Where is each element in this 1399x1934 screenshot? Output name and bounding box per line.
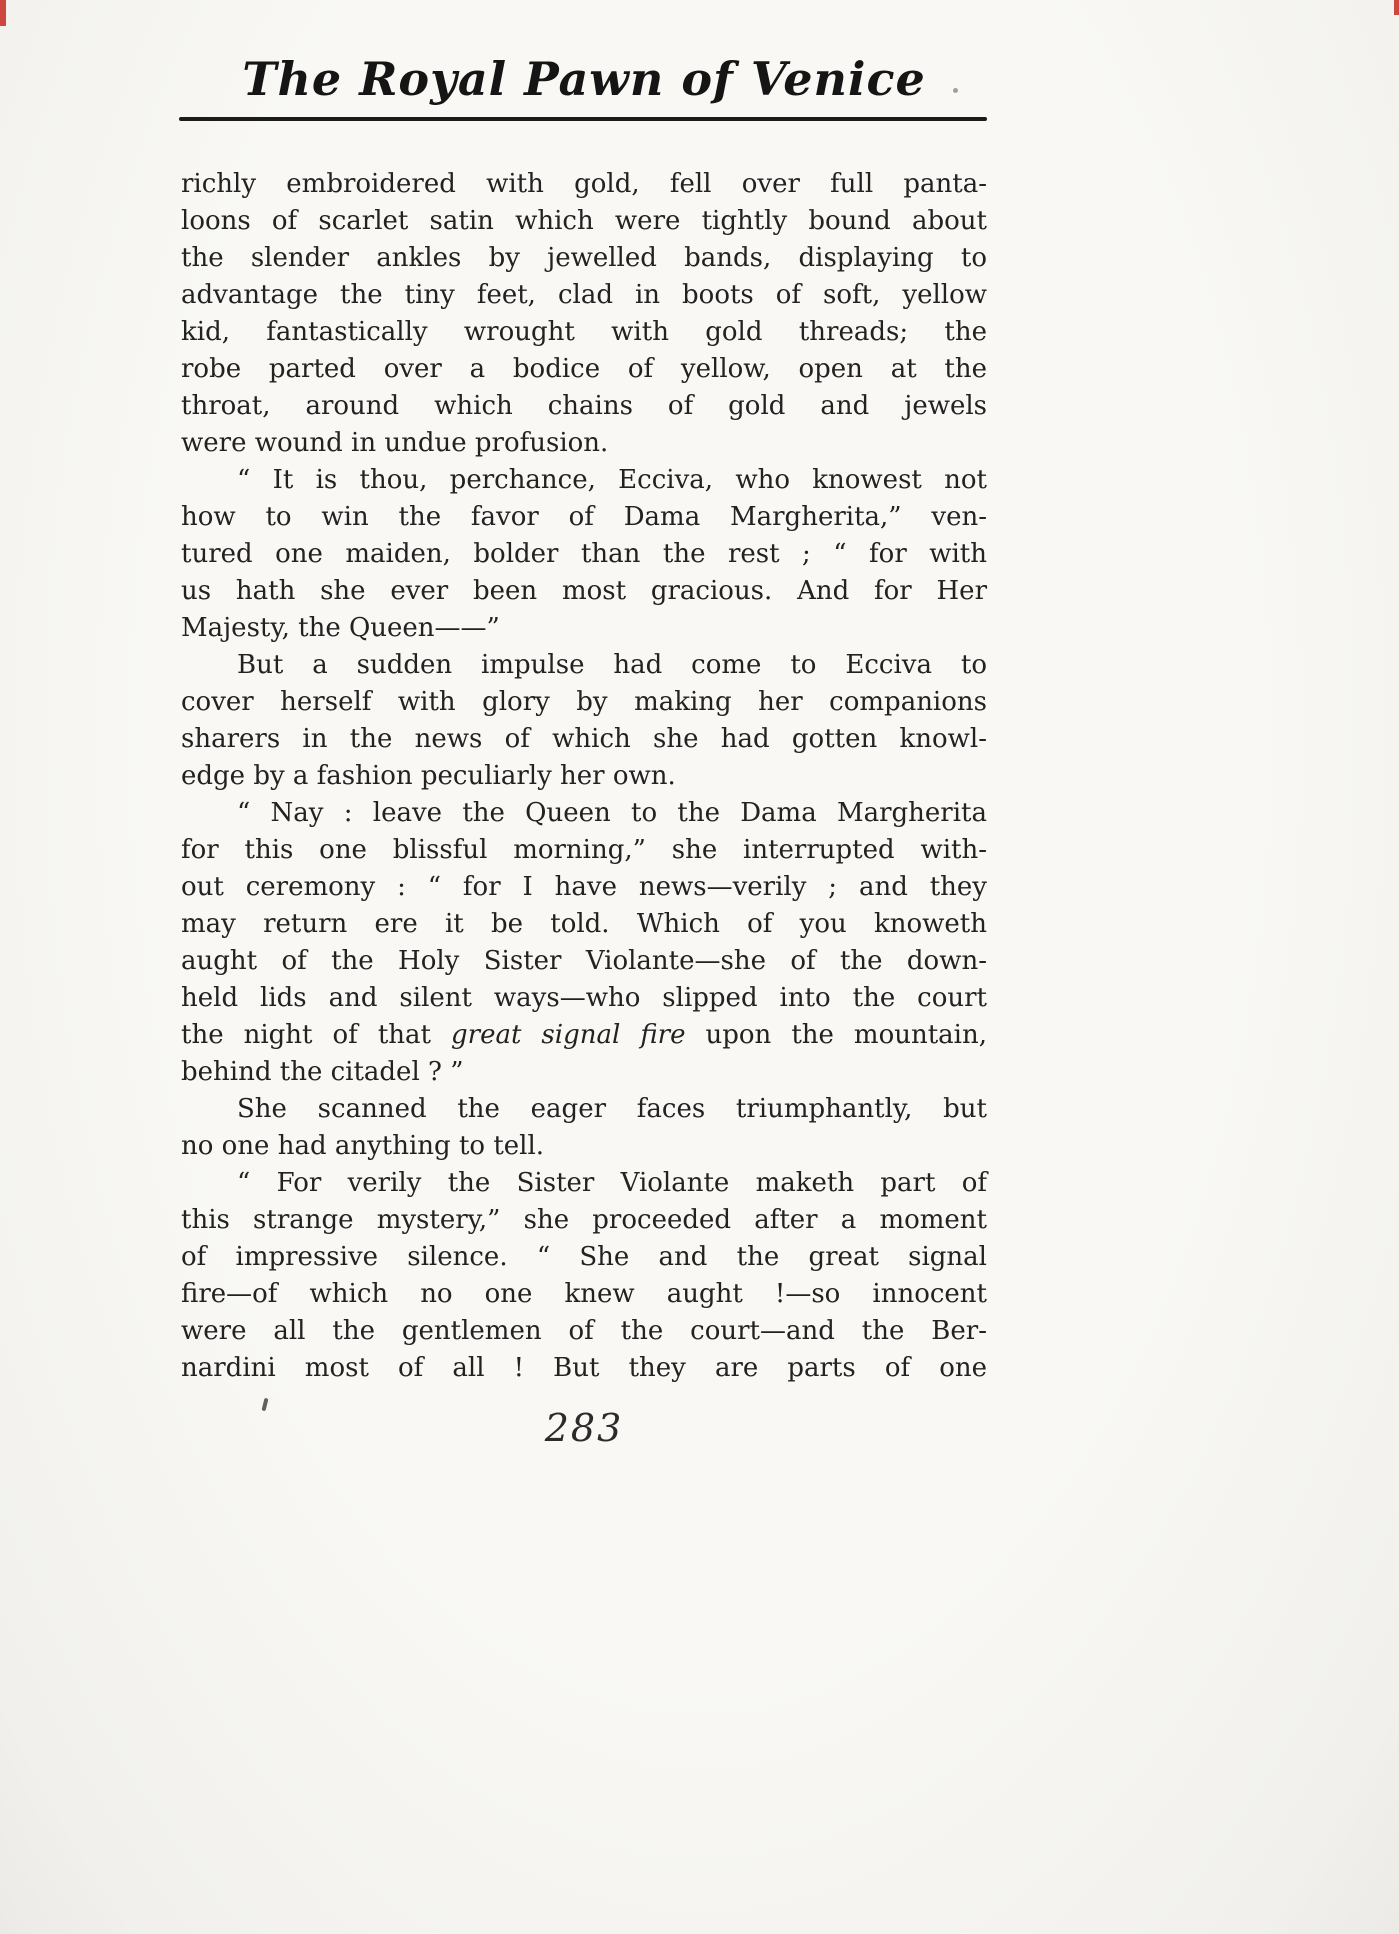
- book-title: The Royal Pawn of Venice: [242, 52, 926, 106]
- text-segment: out ceremony : “ for I have news—verily ; and they: [181, 872, 987, 902]
- text-line: [181, 240, 987, 277]
- text-segment: were wound in undue profusion.: [181, 428, 609, 458]
- text-line: [181, 1239, 987, 1276]
- page-number: 283: [544, 1406, 624, 1450]
- text-line: [181, 684, 987, 721]
- text-segment: loons of scarlet satin which were tightly bound about: [181, 206, 987, 236]
- text-segment: throat, around which chains of gold and jewels: [181, 391, 987, 421]
- text-segment: edge by a fashion peculiarly her own.: [181, 761, 676, 791]
- text-line: [181, 351, 987, 388]
- text-segment: Majesty, the Queen——”: [181, 613, 500, 643]
- text-segment: But a sudden impulse had come to Ecciva to: [237, 650, 987, 680]
- text-segment: for this one blissful morning,” she interrupted with-: [181, 835, 987, 865]
- text-line: [181, 388, 987, 425]
- text-line: [181, 462, 987, 499]
- text-line: [181, 166, 987, 203]
- page-text: [181, 166, 987, 1387]
- text-line: [181, 795, 987, 832]
- text-line: [181, 1313, 987, 1350]
- text-segment: tured one maiden, bolder than the rest ; “ for with: [181, 539, 987, 569]
- text-line: [181, 425, 987, 462]
- text-line: [181, 536, 987, 573]
- text-line: [181, 906, 987, 943]
- text-segment: sharers in the news of which she had gotten knowl-: [181, 724, 987, 754]
- text-segment: “ Nay : leave the Queen to the Dama Margherita: [237, 798, 987, 828]
- text-segment: nardini most of all ! But they are parts of one: [181, 1353, 987, 1383]
- text-segment: no one had anything to tell.: [181, 1131, 545, 1161]
- text-line: [181, 647, 987, 684]
- text-segment: advantage the tiny feet, clad in boots of soft, yellow: [181, 280, 987, 310]
- italic-phrase: great signal fire: [451, 1020, 686, 1050]
- text-segment: how to win the favor of Dama Margherita,” ven-: [181, 502, 987, 532]
- text-segment: may return ere it be told. Which of you knoweth: [181, 909, 987, 939]
- text-line: [181, 758, 987, 795]
- text-line: [181, 573, 987, 610]
- text-line: [181, 1165, 987, 1202]
- text-line: [181, 499, 987, 536]
- text-segment: the slender ankles by jewelled bands, displaying to: [181, 243, 987, 273]
- text-segment: richly embroidered with gold, fell over full panta-: [181, 169, 987, 199]
- text-segment: aught of the Holy Sister Violante—she of the down-: [181, 946, 987, 976]
- text-line: [181, 1276, 987, 1313]
- text-segment: us hath she ever been most gracious. And for Her: [181, 576, 987, 606]
- text-line: [181, 203, 987, 240]
- text-segment: fire—of which no one knew aught !—so innocent: [181, 1279, 987, 1309]
- text-segment: robe parted over a bodice of yellow, open at the: [181, 354, 987, 384]
- text-segment: “ For verily the Sister Violante maketh part of: [237, 1168, 987, 1198]
- text-line: [181, 1202, 987, 1239]
- text-segment: cover herself with glory by making her companions: [181, 687, 987, 717]
- header-rule: [179, 117, 987, 121]
- text-line: [181, 721, 987, 758]
- text-segment: of impressive silence. “ She and the great signal: [181, 1242, 987, 1272]
- text-line: [181, 314, 987, 351]
- text-line: [181, 869, 987, 906]
- text-line: [181, 1091, 987, 1128]
- text-segment: the night of that: [181, 1020, 451, 1050]
- text-segment: behind the citadel ? ”: [181, 1057, 464, 1087]
- text-line: [181, 1017, 987, 1054]
- text-line: [181, 610, 987, 647]
- text-line: [181, 277, 987, 314]
- text-segment: She scanned the eager faces triumphantly, but: [237, 1094, 987, 1124]
- text-line: [181, 832, 987, 869]
- text-segment: were all the gentlemen of the court—and the Ber-: [181, 1316, 987, 1346]
- text-line: [181, 1128, 987, 1165]
- text-segment: kid, fantastically wrought with gold threads; the: [181, 317, 987, 347]
- text-segment: “ It is thou, perchance, Ecciva, who knowest not: [237, 465, 987, 495]
- scan-edge-artifact-right: [1394, 0, 1399, 15]
- text-segment: held lids and silent ways—who slipped into the court: [181, 983, 987, 1013]
- scan-edge-artifact-left: [0, 0, 6, 26]
- text-segment: this strange mystery,” she proceeded after a moment: [181, 1205, 987, 1235]
- text-segment: upon the mountain,: [685, 1020, 987, 1050]
- scan-speck: [953, 88, 958, 93]
- text-line: [181, 943, 987, 980]
- text-line: [181, 1350, 987, 1387]
- text-line: [181, 980, 987, 1017]
- text-line: [181, 1054, 987, 1091]
